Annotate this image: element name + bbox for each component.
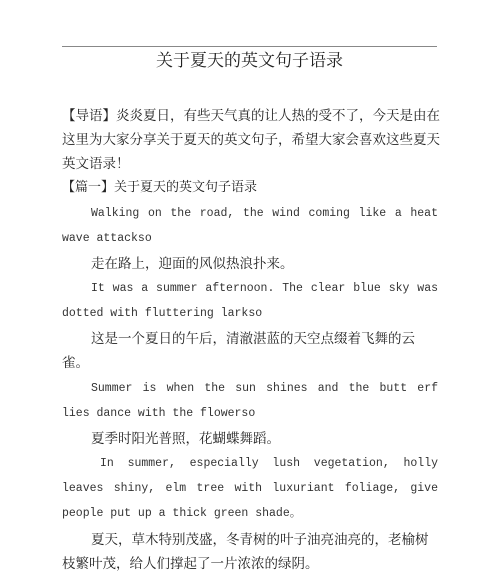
- english-sentence-2: It was a summer afternoon. The clear blue sky was dotted with fluttering larkso: [62, 282, 438, 320]
- page-title: 关于夏天的英文句子语录: [156, 51, 343, 71]
- english-sentence-4: In summer, especially lush vegetation, holly leaves shiny, elm tree with luxuriant foliage, give people put up a thick green shade。: [62, 457, 438, 520]
- intro-paragraph: 【导语】炎炎夏日，有些天气真的让人热的受不了，今天是由在这里为大家分享关于夏天的英文句子，希望大家会喜欢这些夏天英文语录！: [62, 108, 440, 172]
- section-heading: 【篇一】关于夏天的英文句子语录: [62, 180, 258, 195]
- chinese-sentence-4: 夏天，草木特别茂盛，冬青树的叶子油亮油亮的，老榆树枝繁叶茂，给人们撑起了一片浓浓的绿阴。: [62, 532, 429, 572]
- header-rule: [62, 46, 437, 47]
- chinese-sentence-2: 这是一个夏日的午后，清澈湛蓝的天空点缀着飞舞的云雀。: [62, 331, 415, 371]
- english-sentence-3: Summer is when the sun shines and the butt erf lies dance with the flowerso: [62, 382, 438, 420]
- chinese-sentence-1: 走在路上，迎面的风似热浪扑来。: [91, 256, 294, 272]
- english-sentence-1: Walking on the road, the wind coming like a heat wave attackso: [62, 207, 438, 245]
- chinese-sentence-3: 夏季时阳光普照，花蝴蝶舞蹈。: [91, 431, 280, 447]
